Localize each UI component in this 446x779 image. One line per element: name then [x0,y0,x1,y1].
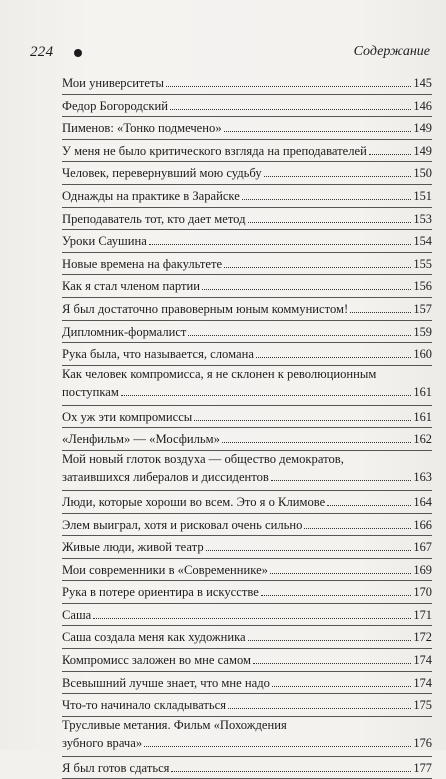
dot-leader [248,222,412,223]
toc-entry-row [62,406,432,425]
dot-leader [253,663,411,664]
toc-entry-row [62,694,432,713]
dot-leader [256,357,411,358]
dot-leader [188,335,411,336]
toc-entry-title: Мои современники в «Современнике» [62,562,268,577]
toc-entry-page: 161 [413,384,432,399]
toc-entry-title: Как я стал членом партии [62,279,200,294]
running-header [30,44,430,64]
toc-entry-title: У меня не было критического взгляда на преподавателей [62,143,367,158]
toc-entry-title: Всевышний лучше знает, что мне надо [62,675,270,690]
dot-leader [264,176,412,177]
toc-entry [62,536,432,559]
toc-entry [62,406,432,429]
toc-entry-row [62,343,432,362]
toc-entry-page: 155 [413,256,432,271]
section-title: Содержание [353,44,430,59]
toc-entry-page: 160 [413,347,432,362]
dot-leader [224,131,412,132]
toc-entry-row [62,72,432,91]
toc-entry [62,253,432,276]
toc-entry-row [62,140,432,159]
toc-entry [62,491,432,514]
toc-entry-title: Преподаватель тот, кто дает метод [62,211,246,226]
toc-entry [62,366,432,406]
toc-entry-row [62,581,432,600]
toc-entry-page: 171 [413,607,432,622]
toc-entry-title-line: Как человек компромисса, я не склонен к революционным [62,366,377,381]
toc-entry-page: 161 [413,409,432,424]
dot-leader [248,640,412,641]
toc-entry-row [62,95,432,114]
toc-entry-page: 174 [413,675,432,690]
dot-leader [270,573,411,574]
toc-entry-page: 169 [413,562,432,577]
toc-entry-page: 149 [413,143,432,158]
toc-entry-title: Что-то начинало складываться [62,698,226,713]
dot-leader [261,595,412,596]
toc-entry [62,672,432,695]
table-of-contents [62,72,432,779]
toc-entry-title: Я был готов сдаться [62,760,170,775]
toc-entry-row [62,626,432,645]
toc-entry-title: Живые люди, живой театр [62,540,204,555]
toc-entry [62,428,432,451]
toc-entry-page: 163 [413,469,432,484]
dot-leader [93,618,411,619]
dot-leader [350,312,411,313]
toc-entry-row [62,536,432,555]
dot-leader [171,771,411,772]
dot-leader [222,442,412,443]
toc-entry [62,757,432,779]
toc-entry-row [62,672,432,691]
toc-entry-title: Я был достаточно правоверным юным коммунистом! [62,301,349,316]
toc-entry-title: Однажды на практике в Зарайске [62,188,240,203]
toc-entry-row [62,649,432,668]
toc-entry-row [62,117,432,136]
dot-leader [228,708,411,709]
bullet-dot-icon [74,49,82,57]
toc-entry [62,208,432,231]
toc-entry-title: «Ленфильм» — «Мосфильм» [62,432,220,447]
toc-entry-page: 166 [413,517,432,532]
toc-entry-title-line: Трусливые метания. Фильм «Похождения [62,717,287,732]
dot-leader [166,86,411,87]
toc-entry-row [62,428,432,447]
toc-entry-row [62,208,432,227]
toc-entry-row [62,757,432,776]
toc-entry-title: Компромисс заложен во мне самом [62,653,251,668]
toc-entry [62,162,432,185]
dot-leader [242,199,412,200]
toc-entry [62,343,432,366]
toc-entry-title: Рука в потере ориентира в искусстве [62,585,259,600]
toc-entry [62,451,432,491]
toc-entry-page: 162 [413,432,432,447]
dot-leader [224,267,411,268]
toc-entry-page: 172 [413,630,432,645]
toc-entry-row [62,162,432,181]
toc-entry-page: 154 [413,234,432,249]
toc-entry [62,72,432,95]
toc-entry [62,321,432,344]
toc-entry-page: 167 [413,540,432,555]
toc-entry-row [62,321,432,340]
toc-entry-row [62,491,432,510]
toc-entry-page: 175 [413,698,432,713]
toc-entry-page: 159 [413,324,432,339]
toc-entry-page: 156 [413,279,432,294]
toc-entry-row [62,298,432,317]
toc-entry [62,95,432,118]
toc-entry-row [62,604,432,623]
toc-entry-title: Человек, перевернувший мою судьбу [62,166,262,181]
toc-entry [62,514,432,537]
dot-leader [202,289,411,290]
toc-entry-row [62,514,432,533]
dot-leader [144,746,411,747]
toc-entry-title: Ох уж эти компромиссы [62,409,193,424]
toc-entry-page: 153 [413,211,432,226]
toc-entry-page: 170 [413,585,432,600]
toc-entry-row [62,275,432,294]
toc-entry-row [62,733,432,751]
toc-entry-page: 151 [413,188,432,203]
toc-entry-title: поступкам [62,384,119,399]
toc-entry-title: Дипломник-формалист [62,324,187,339]
toc-entry [62,559,432,582]
toc-entry [62,581,432,604]
toc-entry-page: 157 [413,301,432,316]
toc-entry-page: 146 [413,98,432,113]
toc-entry-title: Новые времена на факультете [62,256,223,271]
dot-leader [194,420,411,421]
toc-entry-title: зубного врача» [62,735,143,750]
toc-entry-title: затаившихся либералов и диссидентов [62,469,269,484]
toc-entry-title: Люди, которые хороши во всем. Это я о Климове [62,494,326,509]
toc-entry-title: Федор Богородский [62,98,169,113]
toc-entry [62,117,432,140]
dot-leader [327,505,411,506]
toc-entry [62,626,432,649]
toc-entry-page: 177 [413,760,432,775]
toc-entry-row [62,382,432,400]
toc-entry-title: Саша создала меня как художника [62,630,246,645]
toc-entry [62,185,432,208]
dot-leader [121,395,412,396]
dot-leader [149,244,412,245]
toc-entry-page: 150 [413,166,432,181]
toc-entry-page: 176 [413,735,432,750]
toc-entry-page: 174 [413,653,432,668]
toc-entry-page: 145 [413,76,432,90]
toc-entry [62,298,432,321]
toc-entry-title: Уроки Саушина [62,234,147,249]
toc-entry [62,604,432,627]
dot-leader [304,528,411,529]
toc-entry-title-line: Мой новый глоток воздуха — общество демократов, [62,451,344,466]
dot-leader [271,480,412,481]
toc-entry-row [62,230,432,249]
dot-leader [170,109,411,110]
toc-entry-title: Рука была, что называется, сломана [62,347,254,362]
dot-leader [206,550,412,551]
toc-entry-row [62,467,432,485]
toc-entry-row [62,253,432,272]
toc-entry-title: Элем выиграл, хотя и рисковал очень сильно [62,517,303,532]
toc-entry [62,649,432,672]
toc-entry-page: 149 [413,121,432,136]
dot-leader [369,154,412,155]
page-number: 224 [30,44,54,60]
toc-entry [62,275,432,298]
toc-entry-title: Саша [62,607,92,622]
toc-entry [62,140,432,163]
toc-entry-title: Мои университеты [62,76,164,90]
toc-entry-row [62,559,432,578]
toc-entry-title: Пименов: «Тонко подмечено» [62,121,222,136]
toc-entry [62,694,432,717]
toc-entry-page: 164 [413,494,432,509]
dot-leader [272,686,412,687]
toc-entry [62,717,432,757]
toc-entry [62,230,432,253]
toc-entry-row [62,185,432,204]
